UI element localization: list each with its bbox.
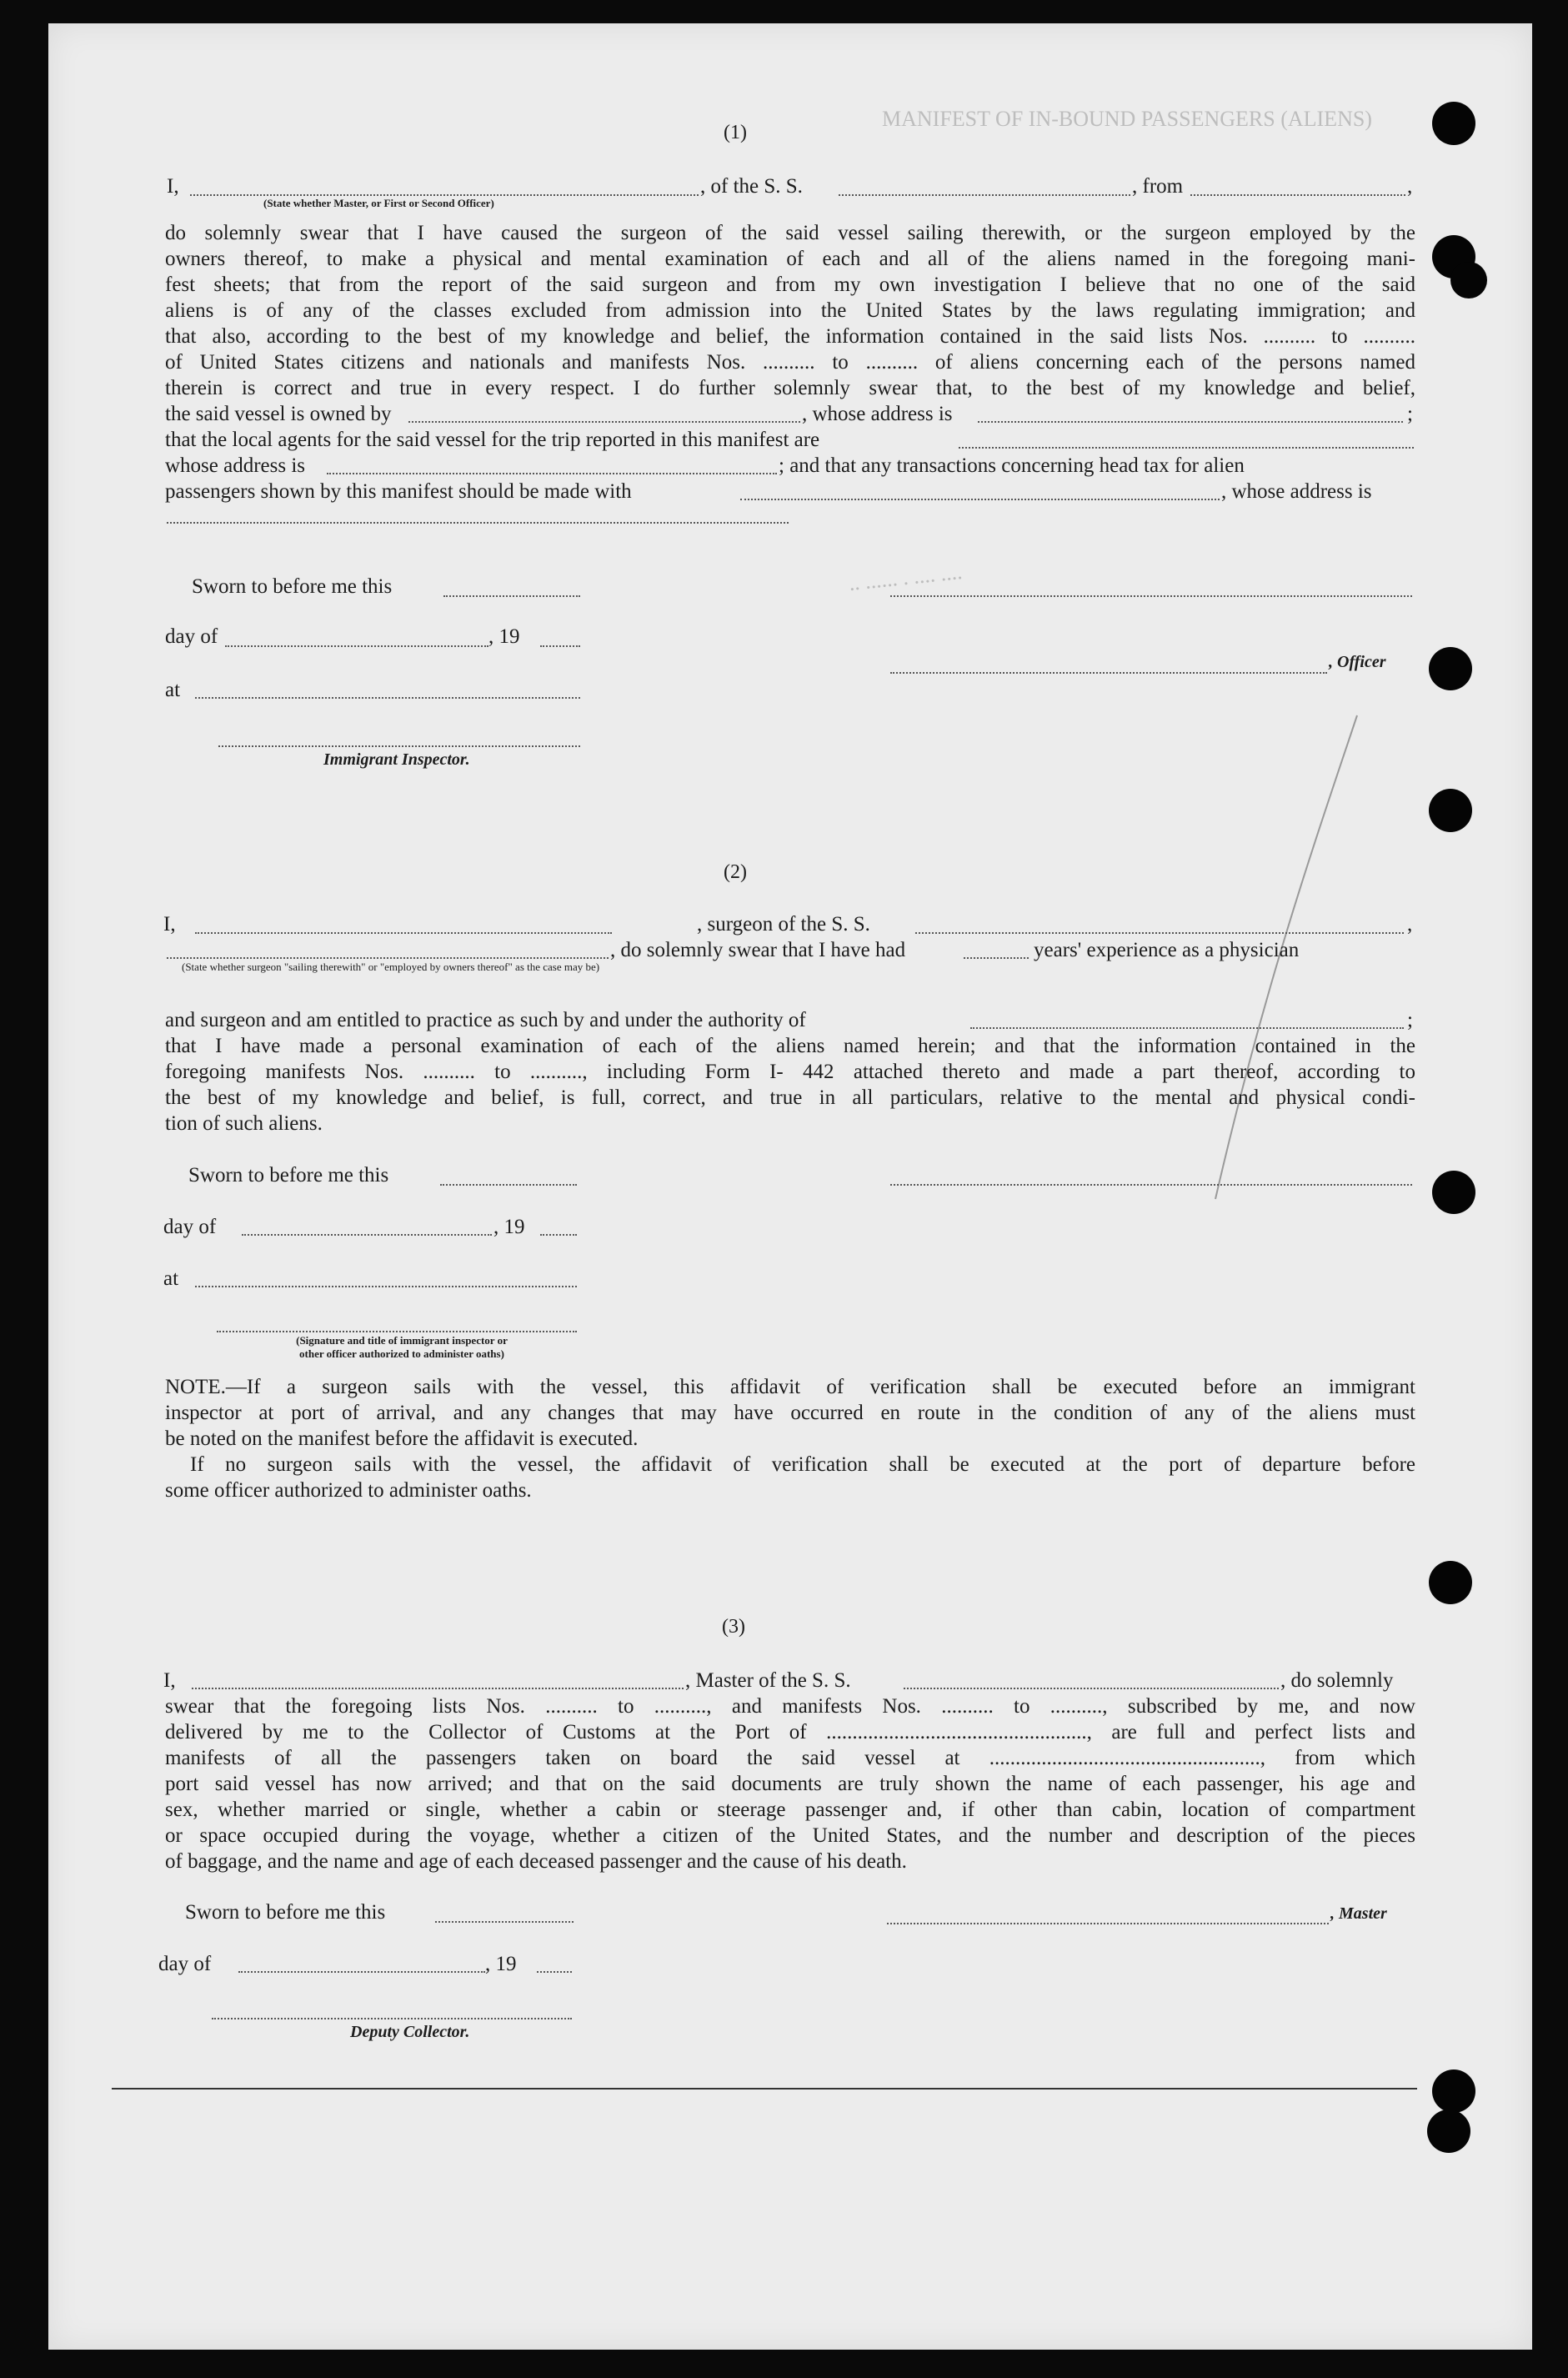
s2-body-line: the best of my knowledge and belief, is full, correct, and true in all particulars, relative to the mental and physical condi-: [165, 1086, 1415, 1109]
s1-agents: that the local agents for the said vessel for the trip reported in this manifest are: [165, 429, 820, 451]
s2-surgeon-signature-line[interactable]: [890, 1184, 1412, 1186]
s3-nineteen: , 19: [485, 1953, 517, 1975]
binder-hole: [1432, 1171, 1475, 1214]
s2-day-blank[interactable]: [242, 1234, 492, 1236]
s1-body-line: that also, according to the best of my knowledge and belief, the information contained in the said lists Nos. .......... to ..........: [165, 325, 1415, 348]
s2-body-line: tion of such aliens.: [165, 1112, 323, 1135]
s1-body-line: of United States citizens and nationals and manifests Nos. .......... to .......... of aliens concerning each of the persons named: [165, 351, 1415, 374]
bottom-rule: [112, 2088, 1417, 2090]
s2-note-line: NOTE.—If a surgeon sails with the vessel, this affidavit of verification shall be executed before an immigrant: [165, 1376, 1415, 1398]
s2-note2-line: some officer authorized to administer oaths.: [165, 1479, 532, 1502]
s1-owned-end: ;: [1407, 403, 1413, 425]
s3-body-line: swear that the foregoing lists Nos. .......... to .........., and manifests Nos. .......... to .........., subscribed by me, and now: [165, 1695, 1415, 1718]
s3-sworn: Sworn to before me this: [185, 1901, 386, 1924]
s3-body-line: manifests of all the passengers taken on board the said vessel at ...................................................., from which: [165, 1747, 1415, 1769]
s1-owner-address: , whose address is: [802, 403, 953, 425]
s3-year-blank[interactable]: [537, 1971, 572, 1973]
s2-surgeon-type-blank[interactable]: [167, 957, 609, 959]
s2-signature-note: (Signature and title of immigrant inspector or other officer authorized to administer oaths): [296, 1334, 508, 1360]
s1-sworn: Sworn to before me this: [192, 575, 393, 598]
s1-agents-blank[interactable]: [959, 447, 1414, 449]
s2-year-blank[interactable]: [540, 1234, 577, 1236]
s2-day-of: day of: [163, 1216, 217, 1238]
s3-i-label: I,: [163, 1669, 176, 1692]
binder-hole: [1450, 262, 1487, 299]
bleed-through-text: MANIFEST OF IN-BOUND PASSENGERS (ALIENS): [882, 107, 1372, 131]
s2-note2-line: If no surgeon sails with the vessel, the affidavit of verification shall be executed at the port of departure before: [190, 1453, 1415, 1476]
s1-tax-agent-blank[interactable]: [740, 499, 1220, 500]
s3-master-signature-line[interactable]: [887, 1923, 1329, 1924]
s2-sworn: Sworn to before me this: [188, 1164, 389, 1186]
s3-body-line: port said vessel has now arrived; and that on the said documents are truly shown the name of each passenger, his age and: [165, 1773, 1415, 1795]
s3-day-of: day of: [158, 1953, 212, 1975]
s1-agents-address-blank[interactable]: [327, 473, 777, 474]
s3-sworn-blank[interactable]: [435, 1921, 574, 1923]
s2-years-blank[interactable]: [964, 957, 1029, 959]
s2-nineteen: , 19: [493, 1216, 525, 1238]
s1-officer-blank[interactable]: [190, 194, 699, 196]
s2-authority-blank[interactable]: [970, 1027, 1404, 1029]
binder-hole: [1429, 1561, 1472, 1604]
binder-hole: [1432, 2069, 1475, 2113]
s1-inspector-signature-line[interactable]: [218, 745, 580, 747]
s2-authority-end: ;: [1407, 1009, 1413, 1031]
s1-owned-by: the said vessel is owned by: [165, 403, 392, 425]
s2-surgeon-label: , surgeon of the S. S.: [697, 913, 870, 936]
s1-i-label: I,: [167, 175, 179, 198]
s1-year-blank[interactable]: [540, 645, 580, 647]
section-1-heading: (1): [724, 122, 747, 143]
s1-at: at: [165, 679, 181, 701]
s1-body-line: owners thereof, to make a physical and mental examination of each and all of the aliens named in the foregoing mani-: [165, 248, 1415, 270]
s1-head-tax: ; and that any transactions concerning head tax for alien: [779, 454, 1245, 477]
s3-body-line: sex, whether married or single, whether a cabin or steerage passenger and, if other than cabin, location of compartment: [165, 1799, 1415, 1821]
s3-master-name-blank[interactable]: [192, 1688, 684, 1689]
s3-master-label: , Master: [1330, 1904, 1387, 1923]
s1-from-blank[interactable]: [1190, 194, 1405, 196]
s1-inspector-label: Immigrant Inspector.: [323, 750, 470, 769]
s1-body-line: fest sheets; that from the report of the said surgeon and from my own investigation I believe that no one of the said: [165, 273, 1415, 296]
s1-tax-address-blank[interactable]: [167, 522, 789, 524]
s2-i-label: I,: [163, 913, 176, 936]
s3-body-line: of baggage, and the name and age of each deceased passenger and the cause of his death.: [165, 1850, 907, 1873]
section-3-heading: (3): [722, 1616, 745, 1638]
s2-do-swear: , do solemnly swear that I have had: [610, 939, 906, 961]
s2-ss-blank[interactable]: [915, 932, 1404, 934]
s1-from: , from: [1132, 175, 1184, 198]
s2-at: at: [163, 1267, 179, 1290]
s1-day-blank[interactable]: [225, 645, 488, 647]
s1-day-of: day of: [165, 625, 218, 648]
binder-hole: [1427, 2110, 1470, 2153]
s1-officer-label: , Officer: [1329, 653, 1386, 671]
s3-body-line: or space occupied during the voyage, whether a citizen of the United States, and the number and description of the pieces: [165, 1824, 1415, 1847]
binder-hole: [1429, 647, 1472, 690]
s1-whose-address: whose address is: [165, 454, 306, 477]
s1-nineteen: , 19: [488, 625, 520, 648]
s2-note-line: inspector at port of arrival, and any changes that may have occurred en route in the condition of any of the aliens must: [165, 1402, 1415, 1424]
s2-body-line: that I have made a personal examination of each of the aliens named herein; and that the information contained in the: [165, 1035, 1415, 1057]
s2-surgeon-note: (State whether surgeon "sailing therewith" or "employed by owners thereof" as the case may be): [182, 961, 600, 973]
s2-sworn-blank[interactable]: [440, 1184, 577, 1186]
s1-owner-address-blank[interactable]: [978, 421, 1403, 423]
s1-officer-note: (State whether Master, or First or Second Officer): [263, 197, 494, 209]
s1-sworn-blank[interactable]: [443, 595, 580, 597]
s1-at-blank[interactable]: [195, 697, 580, 699]
form-sheet: [48, 23, 1532, 2350]
s1-body-line: do solemnly swear that I have caused the surgeon of the said vessel sailing therewith, or the surgeon employed by the: [165, 222, 1415, 244]
section-2-heading: (2): [724, 861, 747, 883]
s1-body-line: aliens is of any of the classes excluded from admission into the United States by the laws regulating immigration; and: [165, 299, 1415, 322]
s1-owner-blank[interactable]: [408, 421, 800, 423]
s2-authority: and surgeon and am entitled to practice as such by and under the authority of: [165, 1009, 806, 1031]
s1-passengers-address: , whose address is: [1221, 480, 1372, 503]
s2-inspector-signature-line[interactable]: [217, 1331, 577, 1332]
s2-line1-end: ,: [1407, 913, 1413, 936]
s2-note-line: be noted on the manifest before the affidavit is executed.: [165, 1427, 639, 1450]
s3-collector-label: Deputy Collector.: [350, 2023, 470, 2041]
s3-day-blank[interactable]: [238, 1971, 485, 1973]
s1-officer-name-line[interactable]: [890, 672, 1327, 674]
s2-body-line: foregoing manifests Nos. .......... to .........., including Form I- 442 attached thereto and made a part thereof, according to: [165, 1061, 1415, 1083]
binder-hole: [1429, 789, 1472, 832]
s1-line1-end: ,: [1407, 175, 1413, 198]
s1-officer-signature-line[interactable]: [890, 595, 1412, 597]
s3-master-ss: , Master of the S. S.: [685, 1669, 851, 1692]
s3-do-solemnly: , do solemnly: [1280, 1669, 1394, 1692]
s1-body-line: therein is correct and true in every respect. I do further solemnly swear that, to the best of my knowledge and belief,: [165, 377, 1415, 399]
s3-ss-blank[interactable]: [904, 1688, 1279, 1689]
binder-hole: [1432, 102, 1475, 145]
s2-name-blank[interactable]: [195, 932, 612, 934]
s2-years: years' experience as a physician: [1034, 939, 1300, 961]
s3-collector-signature-line[interactable]: [212, 2018, 572, 2019]
s1-passengers: passengers shown by this manifest should be made with: [165, 480, 632, 503]
s1-ss-blank[interactable]: [839, 194, 1130, 196]
bleed-through-text: .. ...... . .... ....: [847, 559, 964, 596]
s3-body-line: delivered by me to the Collector of Customs at the Port of .................................................., are full and perfect lists and: [165, 1721, 1415, 1743]
s2-at-blank[interactable]: [195, 1286, 577, 1287]
s1-of-ss: , of the S. S.: [700, 175, 803, 198]
